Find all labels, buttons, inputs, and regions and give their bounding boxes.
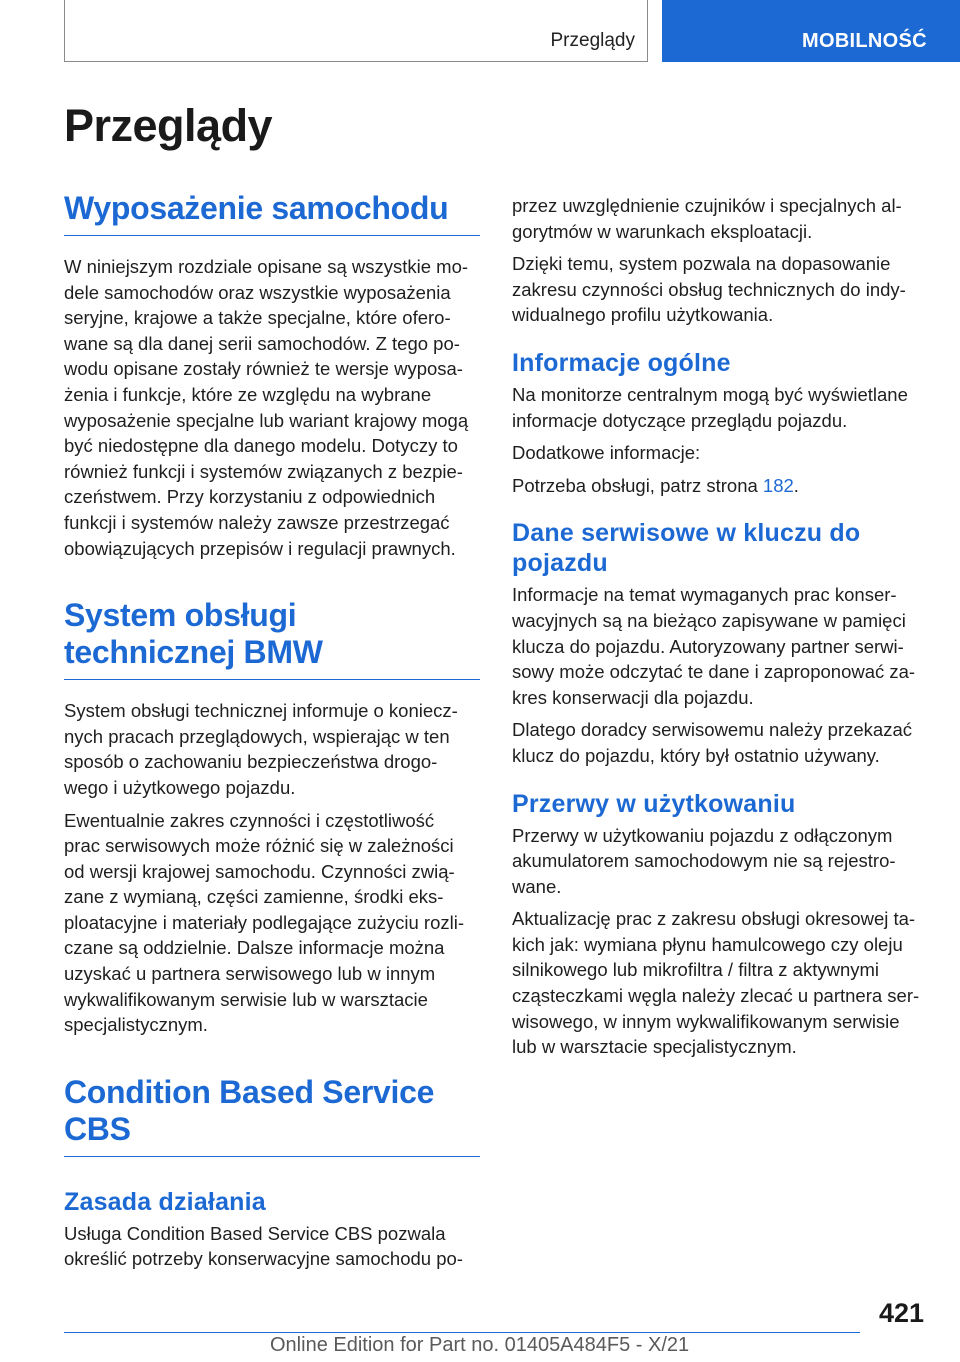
footer-edition-text: Online Edition for Part no. 01405A484F5 - X/21 <box>270 1334 690 1356</box>
page-link-182[interactable]: 182 <box>762 474 794 496</box>
header-section-title: Przeglądy <box>550 30 635 51</box>
paragraph-general-2: Dodatkowe informacje: <box>512 442 701 464</box>
paragraph-cbs-continuation: przez uwzględnienie czujników i specjalnych al‐ gorytmów w warunkach eksploatacji. <box>512 195 902 242</box>
paragraph-key-data-1: Informacje na temat wymaganych prac konser‐ wacyjnych są na bieżąco zapisywane w pamięci klucza do pojazdu. Autoryzowany partner serwi‐ sowy może odczytać te dane i zaproponować za‐ kres konserwacji dla pojazdu. <box>512 584 916 708</box>
subheading-principle: Zasada działania <box>64 1187 266 1216</box>
paragraph-general-3: Potrzeba obsługi, patrz strona 182. <box>512 474 799 496</box>
paragraph-bmw-service-1: System obsługi technicznej informuje o koniecz‐ nych pracach przeglądowych, wspierając w ten sposób o zachowaniu bezpieczeństwa drogo‐ wego i użytkowego pojazdu. <box>64 700 458 798</box>
right-column <box>512 193 926 1060</box>
paragraph-general-1: Na monitorze centralnym mogą być wyświetlane informacje dotyczące przeglądu pojazdu. <box>512 383 908 431</box>
heading-equipment: Wyposażenie samochodu <box>64 190 480 236</box>
paragraph-adapt: Dzięki temu, system pozwala na dopasowanie zakresu czynności obsług technicznych do indy‐ widualnego profilu użytkowania. <box>512 253 906 326</box>
header-chapter-tab[interactable]: MOBILNOŚĆ <box>662 0 960 62</box>
heading-general-info: Informacje ogólne <box>512 348 731 377</box>
header-section-box <box>64 0 648 62</box>
left-column <box>64 190 480 1272</box>
heading-key-data: Dane serwisowe w kluczu do pojazdu <box>512 519 861 578</box>
paragraph-key-data-2: Dlatego doradcy serwisowemu należy przekazać klucz do pojazdu, który był ostatnio używany. <box>512 719 912 766</box>
paragraph-breaks-2: Aktualizację prac z zakresu obsługi okresowej ta‐ kich jak: wymiana płynu hamulcowego czy oleju silnikowego lub mikrofiltra / filtra z aktywnymi cząsteczkami węgla należy zlecać u partnera ser‐ wisowego, w innym wykwalifikowanym serwisie lub w warsztacie specjalistycznym. <box>512 908 920 1058</box>
heading-usage-breaks: Przerwy w użytkowaniu <box>512 789 796 818</box>
heading-bmw-service: System obsługi technicznej BMW <box>64 597 480 680</box>
heading-cbs: Condition Based Service CBS <box>64 1074 480 1157</box>
page-number: 421 <box>878 1298 924 1328</box>
paragraph-breaks-1: Przerwy w użytkowaniu pojazdu z odłączonym akumulatorem samochodowym nie są rejestro‐ wane. <box>512 824 896 897</box>
paragraph-bmw-service-2: Ewentualnie zakres czynności i częstotliwość prac serwisowych może różnić się w zależności od wersji krajowej samochodu. Czynności zwią‐ zane z wymianą, części zamienne, środki eks‐ ploatacyjne i materiały podlegające zużyciu rozli‐ czane są oddzielnie. Dalsze informacje można uzyskać u partnera serwisowego lub w innym wykwalifikowanym serwisie lub w warsztacie specjalistycznym. <box>64 809 464 1036</box>
footer-divider <box>64 1332 860 1333</box>
paragraph-cbs: Usługa Condition Based Service CBS pozwala określić potrzeby konserwacyjne samochodu po‐ <box>64 1222 463 1270</box>
page-title: Przeglądy <box>64 100 273 151</box>
paragraph-equipment: W niniejszym rozdziale opisane są wszystkie mo‐ dele samochodów oraz wszystkie wyposażenia seryjne, krajowe a także specjalne, które ofero‐ wane są dla danej serii samochodów. Z tego po‐ wodu opisane zostały również te wersje wyposa‐ żenia i funkcje, które ze względu na wybrane wyposażenie specjalne lub wariant krajowy mogą być niedostępne dla danego modelu. Dotyczy to również funkcji i systemów związanych z bezpie‐ czeństwem. Przy korzystaniu z odpowiednich funkcji i systemów należy zawsze przestrzegać obowiązujących przepisów i regulacji prawnych. <box>64 256 469 559</box>
